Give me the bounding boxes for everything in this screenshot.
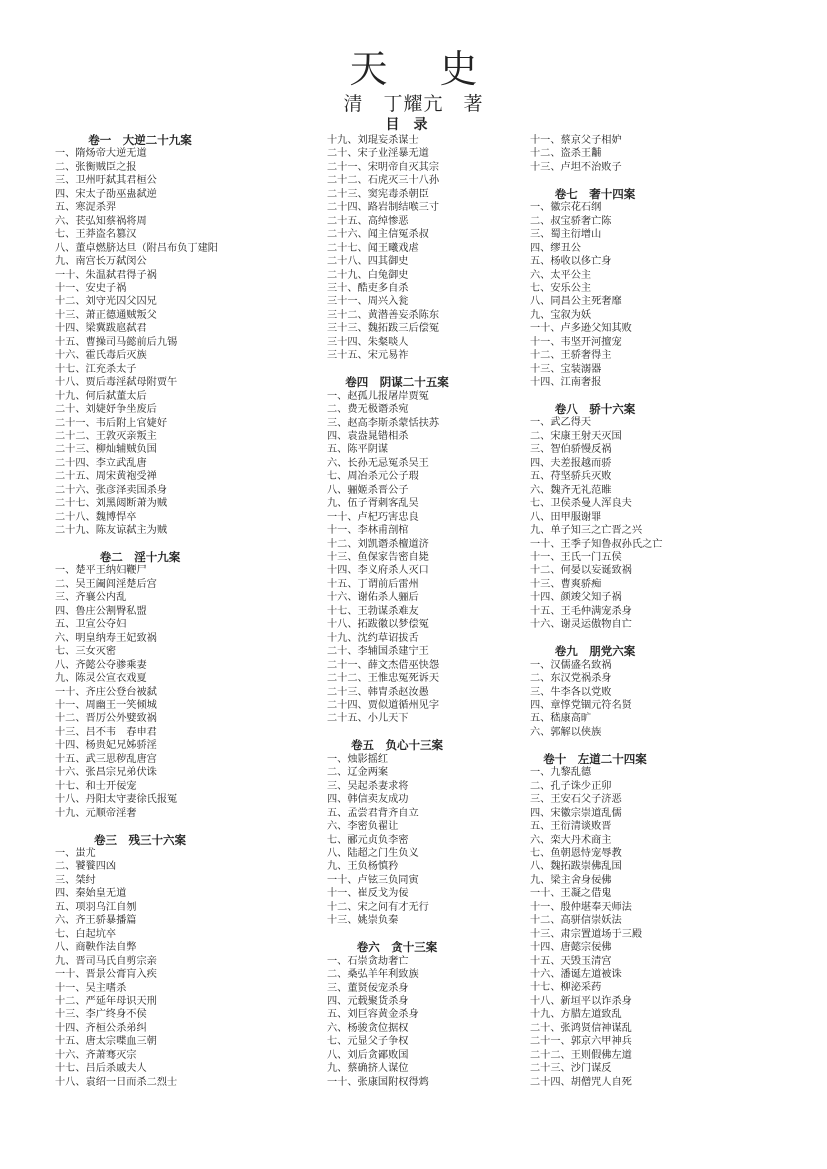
toc-entry: 二十三、柳灿辅贼负国 xyxy=(55,444,157,456)
toc-entry: 三十四、朱粲啖人 xyxy=(327,336,409,348)
toc-entry: 十二、宋之问有才无行 xyxy=(327,901,429,913)
section-title: 卷十 左道二十四案 xyxy=(543,751,647,766)
toc-entry: 三、董贤佞宠杀身 xyxy=(327,982,409,994)
toc-entry: 三十、酷吏多自杀 xyxy=(327,282,409,294)
section-title: 卷七 奢十四案 xyxy=(554,186,636,201)
toc-entry: 七、王莽盗名篡汉 xyxy=(55,229,137,241)
toc-entry: 二十八、魏博悍卒 xyxy=(55,511,137,523)
toc-entry: 二、辽金两案 xyxy=(327,767,389,779)
toc-entry: 五、陈平阴谋 xyxy=(327,444,389,456)
toc-entry: 九、宝叙为妖 xyxy=(530,309,592,321)
toc-entry: 二十一、郭京六甲神兵 xyxy=(530,1036,632,1048)
toc-entry: 十三、姚崇负秦 xyxy=(327,915,399,927)
toc-entry: 九、王负杨慎矜 xyxy=(327,861,399,873)
toc-entry: 十一、韦坚开河擅宠 xyxy=(530,336,622,348)
toc-entry: 二十七、闻王曦戏虐 xyxy=(327,242,419,254)
toc-entry: 二、叔宝骄奢亡陈 xyxy=(530,215,612,227)
toc-entry: 三十三、魏拓跋三后偿冤 xyxy=(327,323,440,335)
toc-entry: 四、夫差报越而骄 xyxy=(530,457,612,469)
toc-entry: 十一、周幽王一笑倾城 xyxy=(55,700,157,712)
toc-entry: 二、孔子诛少正卯 xyxy=(530,780,612,792)
toc-entry: 五、苻坚骄兵灭败 xyxy=(530,471,612,483)
toc-entry: 十五、天毁玉清宫 xyxy=(530,955,612,967)
toc-entry: 八、骊姬杀晋公子 xyxy=(327,484,409,496)
toc-entry: 十九、沈约草诏拔舌 xyxy=(327,632,419,644)
toc-entry: 一、楚平王纳妇鞭尸 xyxy=(55,565,147,577)
toc-entry: 四、韩信卖友成功 xyxy=(327,794,409,806)
toc-entry: 三、赵高李斯杀蒙恬扶苏 xyxy=(327,417,440,429)
toc-entry: 二、宋康王射天灭国 xyxy=(530,430,622,442)
toc-entry: 十九、何后弑董太后 xyxy=(55,390,147,402)
toc-entry: 二十四、路岩制结喉三寸 xyxy=(327,202,440,214)
toc-entry: 八、董卓燃脐达旦（附吕布负丁建阳 xyxy=(55,242,218,254)
toc-entry: 十四、杨贵妃兄姊骄淫 xyxy=(55,740,157,752)
toc-entry: 六、郭解以侠族 xyxy=(530,726,602,738)
toc-entry: 十五、唐太宗喋血三朝 xyxy=(55,1036,157,1048)
toc-entry: 二、饕餮四凶 xyxy=(55,861,117,873)
toc-entry: 十三、吕不韦 春申君 xyxy=(55,726,157,738)
toc-entry: 九、蔡确挤人谋位 xyxy=(327,1063,409,1075)
toc-entry: 六、李密负翟让 xyxy=(327,821,399,833)
toc-entry: 十九、方腊左道致乱 xyxy=(530,1009,622,1021)
toc-entry: 一、石崇贪劫奢亡 xyxy=(327,955,409,967)
section-title: 卷四 阴谋二十五案 xyxy=(345,375,449,390)
toc-entry: 二十一、韦后附上官婕好 xyxy=(55,417,168,429)
toc-entry: 十四、梁冀跋扈弑君 xyxy=(55,323,147,335)
toc-entry: 一十、张康国附权得鸩 xyxy=(327,1076,429,1088)
toc-entry: 二十二、王惟忠冤死诉天 xyxy=(327,673,440,685)
toc-entry: 十六、潘诞左道被诛 xyxy=(530,969,622,981)
toc-entry: 一、九黎乱德 xyxy=(530,767,592,779)
toc-entry: 二十五、小儿天下 xyxy=(327,713,409,725)
toc-entry: 七、周冶杀元公子瑕 xyxy=(327,471,419,483)
toc-entry: 六、苌弘知蔡祸将周 xyxy=(55,215,147,227)
toc-entry: 十九、元顺帝淫奢 xyxy=(55,807,137,819)
toc-entry: 十三、卢坦不治败子 xyxy=(530,161,622,173)
section-gap xyxy=(530,390,730,403)
toc-entry: 十二、刘守光囚父囚兄 xyxy=(55,296,157,308)
toc-entry: 二十九、陈友谅弑主为贼 xyxy=(55,525,168,537)
toc-entry: 六、魏齐无礼范睢 xyxy=(530,484,612,496)
section-title: 卷二 淫十九案 xyxy=(99,550,181,565)
toc-entry: 十四、齐桓公杀弟纠 xyxy=(55,1022,147,1034)
toc-entry: 十三、鱼保家告密自毙 xyxy=(327,552,429,564)
toc-entry: 二、吴王阖闾淫楚后宫 xyxy=(55,578,157,590)
toc-entry: 一十、齐庄公登台被弑 xyxy=(55,686,157,698)
toc-entry: 三十二、黄潜善妄杀陈东 xyxy=(327,309,440,321)
toc-entry: 五、刘巨容黄金杀身 xyxy=(327,1009,419,1021)
toc-entry: 五、嵇康高旷 xyxy=(530,713,592,725)
toc-entry: 四、缪丑公 xyxy=(530,242,581,254)
toc-entry: 十七、柳泌采药 xyxy=(530,982,602,994)
toc-entry: 八、齐懿公夺骖乘妻 xyxy=(55,659,147,671)
toc-entry: 二十三、窦宪毒杀朝臣 xyxy=(327,188,429,200)
toc-entry: 十二、盗杀王黼 xyxy=(530,148,602,160)
toc-entry: 九、梁主舍身佞佛 xyxy=(530,874,612,886)
toc-entry: 十七、江充杀太子 xyxy=(55,363,137,375)
section-title: 卷六 贪十三案 xyxy=(356,940,438,955)
toc-entry: 三、桀纣 xyxy=(55,874,96,886)
toc-entry: 二十一、宋明帝自灭其宗 xyxy=(327,161,440,173)
toc-entry: 十三、萧正德通贼叛父 xyxy=(55,309,157,321)
section-gap xyxy=(530,739,730,752)
toc-entry: 八、同昌公主死奢靡 xyxy=(530,296,622,308)
toc-entry: 九、伍子胥刺客乱吴 xyxy=(327,498,419,510)
toc-entry: 十四、颜竣父知子祸 xyxy=(530,592,622,604)
toc-entry: 四、宋徽宗崇道乱儒 xyxy=(530,807,622,819)
toc-column-3 xyxy=(530,134,730,1089)
toc-entry: 十一、殷仲堪奉天师法 xyxy=(530,901,632,913)
toc-entry: 五、杨收以侈亡身 xyxy=(530,256,612,268)
toc-entry: 七、元显父子争权 xyxy=(327,1036,409,1048)
toc-entry: 二十五、高绰惨恶 xyxy=(327,215,409,227)
toc-entry: 七、安乐公主 xyxy=(530,282,592,294)
toc-entry: 十五、王毛仲满宠杀身 xyxy=(530,605,632,617)
toc-entry: 二十、张鸿贤信神谋乱 xyxy=(530,1022,632,1034)
toc-column-2 xyxy=(327,134,527,1089)
toc-entry: 十六、谢佑杀人骊后 xyxy=(327,592,419,604)
toc-entry: 十四、江南奢报 xyxy=(530,377,602,389)
toc-entry: 二十五、周宋黄袍受禅 xyxy=(55,471,157,483)
toc-entry: 十三、李广终身不侯 xyxy=(55,1009,147,1021)
toc-entry: 一、赵孤儿报屠岸贾冤 xyxy=(327,390,429,402)
toc-entry: 十三、宝装溺器 xyxy=(530,363,602,375)
section-gap xyxy=(55,820,315,833)
toc-entry: 十八、丹阳太守妻徐氏报冤 xyxy=(55,794,178,806)
toc-entry: 八、刘后贪鄙败国 xyxy=(327,1049,409,1061)
toc-entry: 七、鱼朝恩恃宠辱教 xyxy=(530,847,622,859)
toc-entry: 十五、武三思秽乱唐宫 xyxy=(55,753,157,765)
toc-entry: 十六、谢灵运傲物自亡 xyxy=(530,619,632,631)
toc-entry: 十八、新垣平以诈杀身 xyxy=(530,995,632,1007)
toc-entry: 二十四、贾似道循州见字 xyxy=(327,700,440,712)
toc-entry: 九、南宫长万弑闵公 xyxy=(55,256,147,268)
toc-entry: 二、桑弘羊年利致族 xyxy=(327,969,419,981)
toc-entry: 二、东汉党祸杀身 xyxy=(530,673,612,685)
toc-entry: 六、齐王骄暴播篇 xyxy=(55,915,137,927)
toc-entry: 二十、宋子业淫暴无道 xyxy=(327,148,429,160)
document-author: 清 丁耀亢 著 xyxy=(343,93,484,115)
toc-entry: 八、商鞅作法自弊 xyxy=(55,942,137,954)
toc-entry: 一、隋炀帝大逆无道 xyxy=(55,148,147,160)
toc-entry: 一、徽宗花石纲 xyxy=(530,202,602,214)
toc-entry: 八、陆超之门生负义 xyxy=(327,847,419,859)
section-gap xyxy=(530,632,730,645)
toc-entry: 十六、齐萧骞灭宗 xyxy=(55,1049,137,1061)
toc-entry: 十一、崔反戈为佞 xyxy=(327,888,409,900)
section-title: 卷八 骄十六案 xyxy=(554,402,636,417)
toc-entry: 二十八、四其御史 xyxy=(327,256,409,268)
toc-heading: 目录 xyxy=(385,117,442,133)
toc-entry: 七、卫侯杀曼人浑良夫 xyxy=(530,498,632,510)
toc-entry: 二十一、薛文杰借巫快怨 xyxy=(327,659,440,671)
toc-entry: 五、孟尝君背齐自立 xyxy=(327,807,419,819)
toc-entry: 十八、贾后毒淫弑母附贾午 xyxy=(55,377,178,389)
toc-entry: 一十、朱温弑君得子祸 xyxy=(55,269,157,281)
toc-entry: 二十六、张彦泽卖国杀身 xyxy=(55,484,168,496)
toc-entry: 七、郦元贞负李密 xyxy=(327,834,409,846)
toc-entry: 二十、刘婕妤争坐废后 xyxy=(55,404,157,416)
toc-entry: 四、宋太子劭巫蛊弑逆 xyxy=(55,188,157,200)
toc-entry: 一十、王季子知鲁叔孙氏之亡 xyxy=(530,538,663,550)
toc-entry: 三、王安石父子济恶 xyxy=(530,794,622,806)
toc-entry: 十八、袁绍一日而杀二烈士 xyxy=(55,1076,178,1088)
toc-entry: 六、杨骏贪位据权 xyxy=(327,1022,409,1034)
toc-column-1 xyxy=(55,134,315,1089)
section-title: 卷五 负心十三案 xyxy=(351,738,443,753)
toc-entry: 十八、拓跋徽以梦偿冤 xyxy=(327,619,429,631)
toc-entry: 六、栾大丹术商主 xyxy=(530,834,612,846)
toc-entry: 十二、高骈信崇妖法 xyxy=(530,915,622,927)
toc-entry: 五、项羽乌江自刎 xyxy=(55,901,137,913)
toc-entry: 三、吴起杀妻求将 xyxy=(327,780,409,792)
toc-entry: 四、章惇党锢元符名贤 xyxy=(530,699,632,711)
toc-entry: 十二、王骄奢得主 xyxy=(530,350,612,362)
toc-entry: 一、武乙得天 xyxy=(530,417,592,429)
toc-entry: 九、陈灵公宣衣戏夏 xyxy=(55,673,147,685)
toc-entry: 六、明皇纳寿王妃致祸 xyxy=(55,632,157,644)
toc-entry: 六、长孙无忌冤杀吴王 xyxy=(327,457,429,469)
toc-entry: 四、鲁庄公割臀私盟 xyxy=(55,605,147,617)
section-title: 卷九 朋党六案 xyxy=(554,644,636,659)
toc-entry: 一、蚩尤 xyxy=(55,847,96,859)
toc-entry: 十二、何晏以妄诞致祸 xyxy=(530,565,632,577)
toc-entry: 十一、吴主嗜杀 xyxy=(55,982,127,994)
toc-entry: 十六、霍氏毒后灭族 xyxy=(55,350,147,362)
toc-entry: 三、智伯骄慢反祸 xyxy=(530,444,612,456)
toc-entry: 三、齐襄公内乱 xyxy=(55,592,127,604)
toc-entry: 十四、李义府杀人灭口 xyxy=(327,565,429,577)
toc-entry: 二十四、李立武乱唐 xyxy=(55,457,147,469)
toc-entry: 十一、安史子祸 xyxy=(55,282,127,294)
toc-entry: 三、牛李各以党败 xyxy=(530,686,612,698)
toc-entry: 九、晋司马氏自剪宗亲 xyxy=(55,955,157,967)
section-gap xyxy=(530,174,730,187)
toc-entry: 十三、曹爽骄痴 xyxy=(530,578,602,590)
toc-entry: 二十二、王敦灭亲叛主 xyxy=(55,430,157,442)
toc-entry: 一十、王凝之借鬼 xyxy=(530,888,612,900)
toc-entry: 二十二、王则假佛左道 xyxy=(530,1049,632,1061)
toc-entry: 七、白起坑卒 xyxy=(55,928,117,940)
toc-entry: 二十、李辅国杀建宁王 xyxy=(327,646,429,658)
toc-entry: 一十、卢铉三负同寅 xyxy=(327,874,419,886)
toc-entry: 八、田甲服谢罪 xyxy=(530,511,602,523)
toc-entry: 三十一、周兴入瓮 xyxy=(327,296,409,308)
toc-entry: 二十七、刘黑闼断萧为贼 xyxy=(55,498,168,510)
toc-entry: 七、三女灭密 xyxy=(55,646,117,658)
toc-entry: 二十九、白兔御史 xyxy=(327,269,409,281)
toc-entry: 十二、严延年母识天刑 xyxy=(55,995,157,1007)
toc-entry: 八、魏拓跋崇佛乱国 xyxy=(530,861,622,873)
toc-entry: 十七、吕后杀戚夫人 xyxy=(55,1063,147,1075)
toc-entry: 三、蜀主衍增山 xyxy=(530,229,602,241)
toc-entry: 一十、卢杞巧害忠良 xyxy=(327,511,419,523)
toc-entry: 十二、晋厉公外嬖致祸 xyxy=(55,713,157,725)
toc-entry: 十一、李林甫剖棺 xyxy=(327,525,409,537)
toc-entry: 一十、卢多逊父知其败 xyxy=(530,323,632,335)
toc-entry: 二十二、石虎灭三十八孙 xyxy=(327,175,440,187)
toc-entry: 三十五、宋元易祚 xyxy=(327,350,409,362)
toc-entry: 四、秦始皇无道 xyxy=(55,888,127,900)
toc-entry: 二十三、沙门谋反 xyxy=(530,1063,612,1075)
toc-entry: 五、卫宣公夺妇 xyxy=(55,619,127,631)
toc-entry: 二、张衡贼臣之报 xyxy=(55,161,137,173)
toc-entry: 三、卫州吁弑其君桓公 xyxy=(55,175,157,187)
toc-entry: 十五、丁谓前后雷州 xyxy=(327,578,419,590)
toc-entry: 五、寒浞杀羿 xyxy=(55,202,117,214)
toc-entry: 十四、唐懿宗佞佛 xyxy=(530,942,612,954)
toc-entry: 十一、王氏一门五侯 xyxy=(530,552,622,564)
toc-entry: 一十、晋景公膏肓入疾 xyxy=(55,969,157,981)
toc-entry: 十一、蔡京父子相妒 xyxy=(530,135,622,146)
toc-entry: 四、元载聚货杀身 xyxy=(327,995,409,1007)
toc-entry: 九、单子知三之亡晋之兴 xyxy=(530,525,643,537)
section-title: 卷三 残三十六案 xyxy=(94,832,186,847)
toc-entry: 一、汉儒盛名致祸 xyxy=(530,659,612,671)
toc-entry: 六、太平公主 xyxy=(530,269,592,281)
toc-entry: 二、费无极谮杀宛 xyxy=(327,404,409,416)
toc-entry: 十二、刘凯谮杀檀道济 xyxy=(327,538,429,550)
section-gap xyxy=(327,363,527,376)
toc-entry: 二十六、闻主信冤杀叔 xyxy=(327,229,429,241)
toc-entry: 二十四、胡僧咒人自死 xyxy=(530,1076,632,1088)
toc-entry: 十三、肃宗置道场于三殿 xyxy=(530,928,643,940)
section-gap xyxy=(55,538,315,551)
toc-entry: 十六、张昌宗兄弟伏诛 xyxy=(55,767,157,779)
toc-entry: 十九、刘琨妄杀谋士 xyxy=(327,135,419,146)
toc-entry: 一、烛影摇红 xyxy=(327,753,389,765)
toc-entry: 十七、王勃谋杀难友 xyxy=(327,605,419,617)
document-title: 天史 xyxy=(349,47,530,91)
toc-entry: 五、王衍清谈败晋 xyxy=(530,821,612,833)
section-title: 卷一 大逆二十九案 xyxy=(88,133,192,147)
toc-entry: 二十三、韩胄杀赵汝愚 xyxy=(327,686,429,698)
section-gap xyxy=(327,928,527,941)
toc-entry: 十五、曹操司马懿前后九锡 xyxy=(55,336,178,348)
section-gap xyxy=(327,726,527,739)
toc-entry: 四、袁盎晁错相杀 xyxy=(327,430,409,442)
toc-entry: 十七、和士开佞宠 xyxy=(55,780,137,792)
